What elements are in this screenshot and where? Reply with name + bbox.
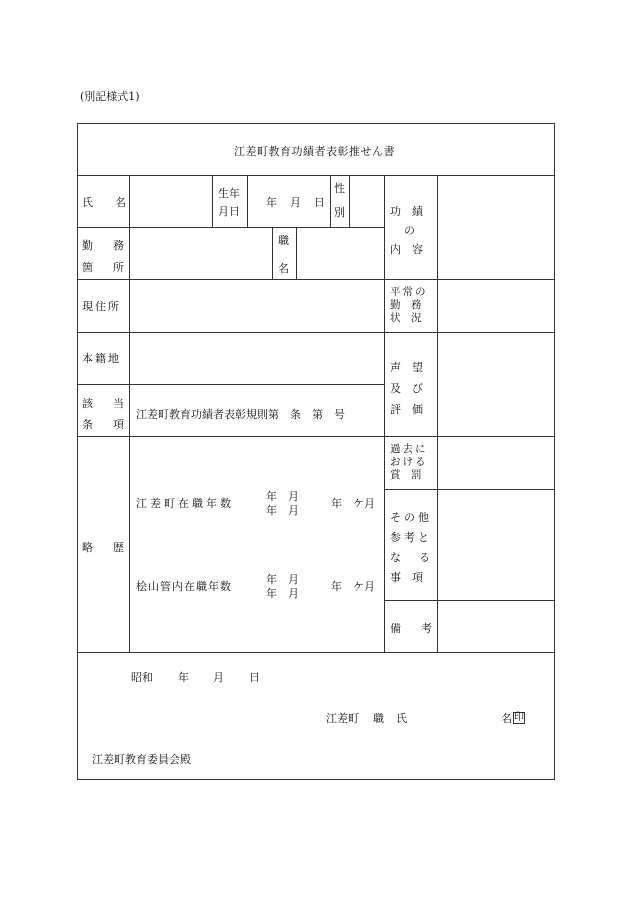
col-divider-job-left	[272, 227, 273, 279]
col-divider-birth-left	[212, 175, 213, 227]
col-divider-birth-right	[247, 175, 248, 227]
row-divider-address	[77, 279, 555, 280]
row-divider-remarks	[384, 600, 555, 601]
row-divider-footer	[77, 652, 555, 653]
row-divider-career	[77, 436, 555, 437]
col-divider-mid	[384, 175, 385, 652]
honseki-label: 本籍地	[82, 352, 121, 365]
form-title: 江差町教育功績者表彰推せん書	[234, 145, 395, 158]
col-divider-left-label	[129, 175, 130, 652]
form-label: (別記様式1)	[80, 90, 140, 103]
col-divider-right-label	[437, 175, 438, 652]
row-divider-other	[384, 489, 555, 490]
row-divider-work	[77, 227, 384, 228]
col-divider-sex-right	[349, 175, 350, 227]
applicable-text: 江差町教育功績者表彰規則第 条 第 号	[136, 408, 345, 421]
row-divider-applicable	[77, 384, 384, 385]
col-divider-job-right	[296, 227, 297, 279]
addressee: 江差町教育委員会殿	[92, 753, 191, 766]
col-divider-sex-left	[330, 175, 331, 227]
title-divider	[77, 175, 555, 176]
row-divider-honseki	[77, 332, 555, 333]
seal-box: 印	[514, 712, 524, 723]
address-label: 現住所	[82, 300, 121, 313]
